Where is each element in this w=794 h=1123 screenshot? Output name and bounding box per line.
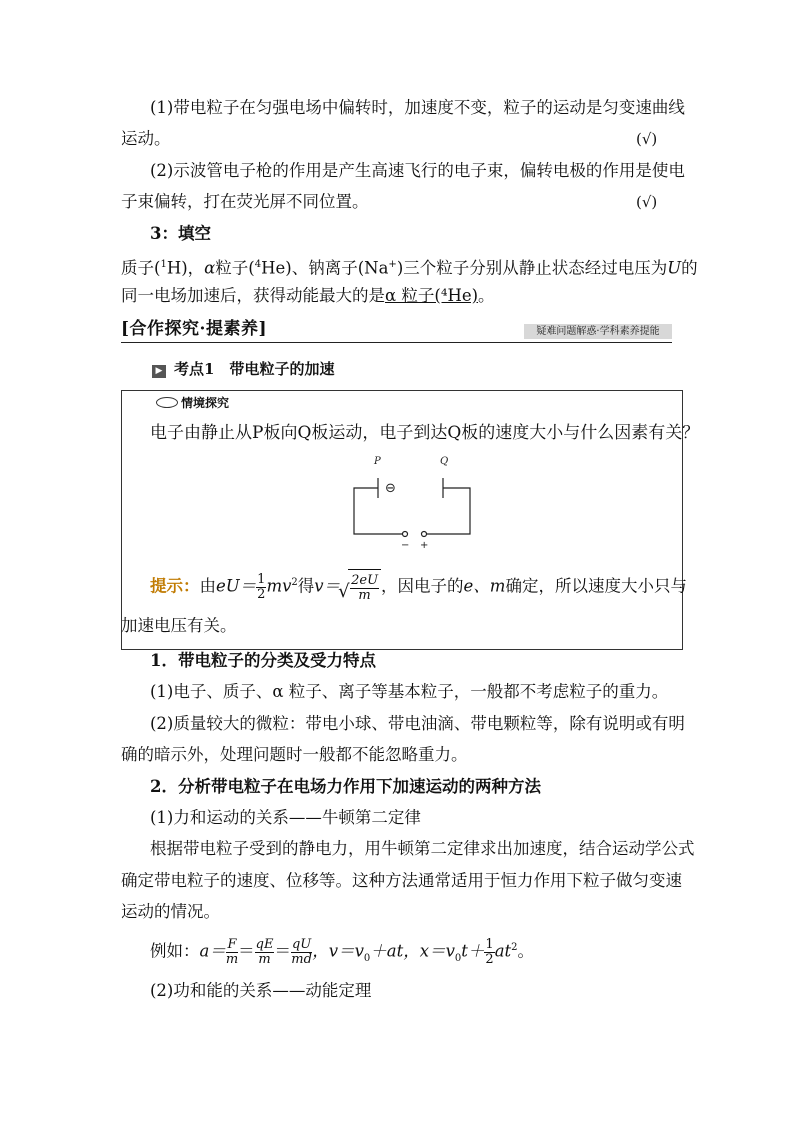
section-right-label: 疑难问题解惑·学科素养提能 [524,324,672,339]
plus-label: + [420,540,429,550]
hint-math: e、m [463,576,506,596]
hint-text: 确定，所以速度大小只与 [505,576,687,596]
body-p2-line2: 确的暗示外，处理问题时一般都不能忽略重力。 [121,745,468,764]
frac-den: m [358,587,371,603]
capacitor-circuit-diagram [340,450,490,550]
hint-line2: 加速电压有关。 [121,616,237,635]
hint-text: 得 [297,576,315,596]
frac-num: √ 2eU [351,572,379,588]
fill-text: )三个粒子分别从静止状态经过电压为 [396,258,668,278]
ex-text: 。 [517,941,535,961]
ex-fraction [226,938,238,967]
ex-fraction [255,938,275,967]
item2-line1: (2)示波管电子枪的作用是产生高速飞行的电子束，偏转电极的作用是使电 [150,161,685,180]
item1-mark: (√) [636,130,658,148]
fill-text: 的 [681,258,698,278]
fill-answer: α 粒子(⁴He) [385,286,479,305]
section-title: [合作探究·提素养] [121,319,268,339]
item2-line2: 子束偏转，打在荧光屏不同位置。 [121,192,369,211]
electron-icon: ⊖ [385,481,396,496]
hint-text: ，因电子的 [381,576,464,596]
fill-text: 。 [478,286,495,305]
eye-icon [156,397,178,408]
body-p5: (2)功和能的关系——动能定理 [150,981,372,1000]
section-divider [121,342,672,343]
kaodian-heading [152,358,334,380]
ex-math: at [494,941,512,961]
kaodian-label: 考点1 带电粒子的加速 [174,360,335,378]
frac-num: 1 [257,571,266,587]
ex-math: ，v＝v [312,941,364,961]
terminal-plus [422,532,427,537]
example-formula [150,930,534,977]
ex-math: t＋ [461,941,485,961]
fill-text: He)、钠离子(Na [261,258,389,278]
hint-math: v＝ [314,576,341,596]
fill-sup: 1 [160,259,167,270]
frac-den: 2 [257,586,266,602]
ex-math: ＝ [238,941,255,961]
fill-line1 [121,250,698,284]
body-p4-line1: 根据带电粒子受到的静电力，用牛顿第二定律求出加速度，结合运动学公式 [150,839,695,858]
body-p4-line3: 运动的情况。 [121,902,220,921]
frac-num: qU [291,936,312,952]
fill-sup: + [388,259,397,270]
hint-text: 由 [199,576,216,596]
frac-num: F [227,936,237,952]
fill-u: U [667,258,682,278]
fill-text: H)， [166,258,205,278]
ex-sub: 0 [454,952,462,964]
fill-line2 [121,281,495,311]
body-p1: (1)电子、质子、α 粒子、离子等基本粒子，一般都不考虑粒子的重力。 [150,682,669,701]
scenario-label-text: 情境探究 [181,396,230,410]
item1-line1: (1)带电粒子在匀强电场中偏转时，加速度不变，粒子的运动是匀变速曲线 [150,98,685,117]
hint-sup: 2 [291,577,298,588]
body-p4-line2: 确定带电粒子的速度、位移等。这种方法通常适用于恒力作用下粒子做匀变速 [121,871,682,890]
hint-line1 [150,565,687,606]
ex-math: ＝ [274,941,291,961]
plate-p-label: P [374,456,381,467]
scenario-label [156,395,229,411]
plate-q-label: Q [440,456,449,467]
body-p2-line1: (2)质量较大的微粒：带电小球、带电油滴、带电颗粒等，除有说明或有明 [150,714,685,733]
minus-label: − [401,540,410,550]
frac-den: m [258,951,271,967]
hint-sqrt-fraction [350,574,379,603]
ex-math: ＋at，x＝v [370,941,455,961]
scenario-question: 电子由静止从P板向Q板运动，电子到达Q板的速度大小与什么因素有关？ [150,423,700,443]
body-heading-2: 2．分析带电粒子在电场力作用下加速运动的两种方法 [150,777,541,796]
frac-num: qE [255,936,274,952]
frac-den: 2 [485,951,494,967]
hint-sqrt [348,569,381,606]
fill-text: 粒子( [215,258,255,278]
fill-heading: 3：填空 [150,224,211,243]
wire-right [427,488,470,534]
hint-math: eU＝ [216,576,257,596]
play-icon: ▶ [152,365,166,378]
item2-mark: (√) [636,193,658,211]
ex-math: a＝ [199,941,226,961]
hint-fraction [256,573,266,602]
fill-text: 同一电场加速后，获得动能最大的是 [121,286,385,305]
frac-num: 1 [485,936,494,952]
ex-sub: 0 [363,952,371,964]
ex-fraction [291,938,312,967]
fill-text: 质子( [121,258,161,278]
hint-math: mv [266,576,292,596]
frac-den: m [225,951,239,967]
ex-fraction [484,938,494,967]
item1-line2: 运动。 [121,129,171,148]
fill-alpha: α [204,258,216,278]
terminal-minus [403,532,408,537]
frac-den: md [291,951,312,967]
fill-sup: 4 [254,259,262,270]
ex-sup: 2 [511,942,518,953]
ex-text: 例如： [150,941,200,961]
hint-label: 提示： [150,576,200,596]
body-heading-1: 1．带电粒子的分类及受力特点 [150,651,376,670]
body-p3: (1)力和运动的关系——牛顿第二定律 [150,808,421,827]
